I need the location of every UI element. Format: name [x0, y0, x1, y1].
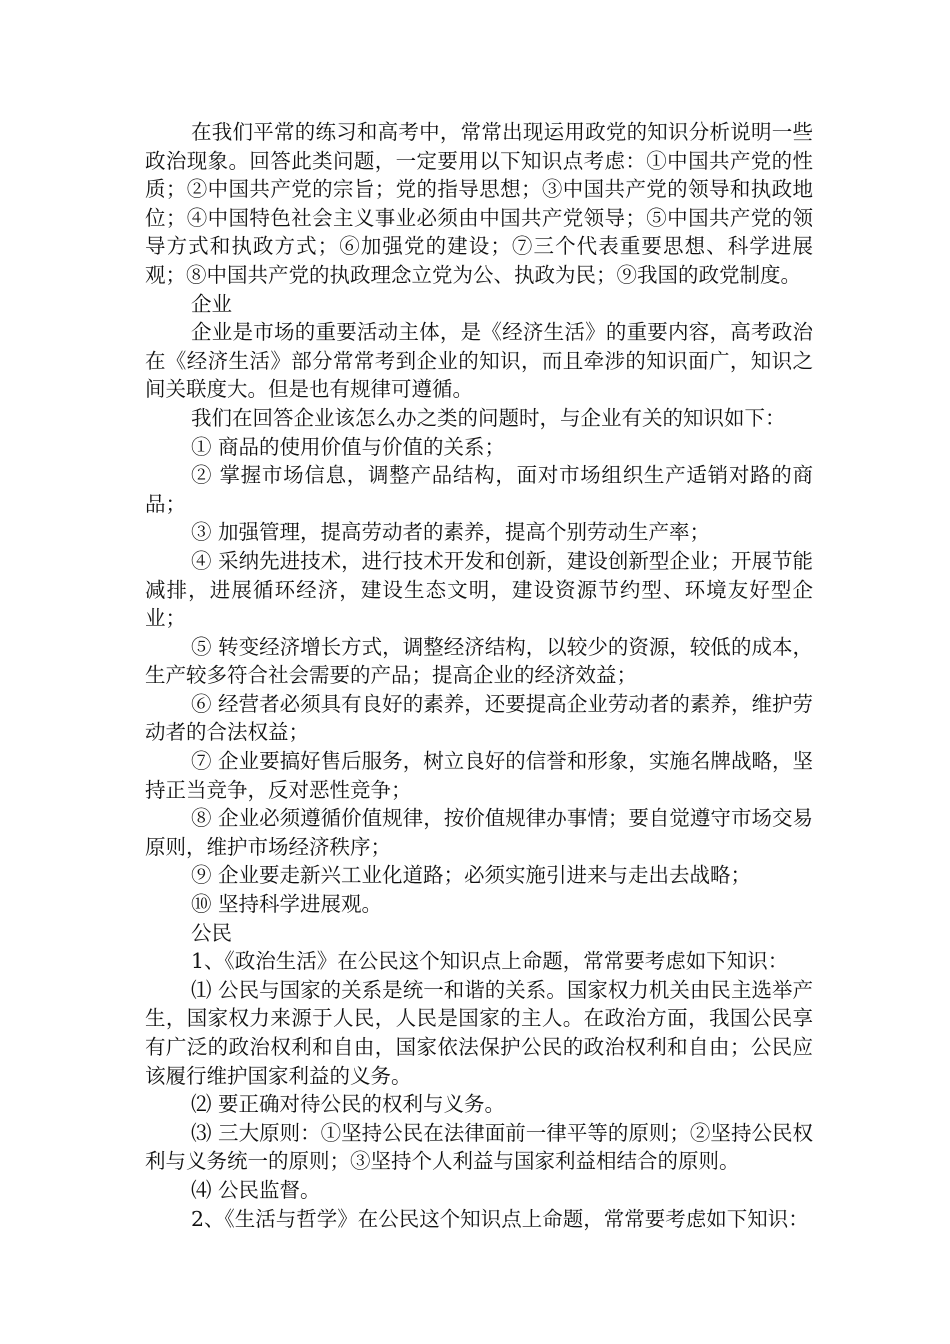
- citizen-political-life-lead: 1、《政治生活》在公民这个知识点上命题，常常要考虑如下知识：: [191, 949, 789, 974]
- citizen-point-1: ⑴ 公民与国家的关系是统一和谐的关系。国家权力机关由民主选举产生，国家权力来源于人民，人民是国家的主人。在政治方面，我国公民享有广泛的政治权利和自由，国家依法保护公民的政治权利和自由；公民应该履行维护国家利益的义务。: [145, 977, 813, 1088]
- citizen-philosophy-lead: 2、《生活与哲学》在公民这个知识点上命题，常常要考虑如下知识：: [191, 1206, 809, 1231]
- enterprise-knowledge-lead: 我们在回答企业该怎么办之类的问题时，与企业有关的知识如下：: [191, 405, 786, 430]
- intro-paragraph: 在我们平常的练习和高考中，常常出现运用政党的知识分析说明一些政治现象。回答此类问题，一定要用以下知识点考虑：①中国共产党的性质；②中国共产党的宗旨；党的指导思想；③中国共产党的领导和执政地位；④中国特色社会主义事业必须由中国共产党领导；⑤中国共产党的领导方式和执政方式；⑥加强党的建设；⑦三个代表重要思想、科学进展观；⑧中国共产党的执政理念立党为公、执政为民；⑨我国的政党制度。: [145, 120, 813, 287]
- enterprise-point-10: ⑩ 坚持科学进展观。: [191, 892, 383, 917]
- enterprise-point-9: ⑨ 企业要走新兴工业化道路；必须实施引进来与走出去战略；: [191, 863, 752, 888]
- citizen-point-2: ⑵ 要正确对待公民的权利与义务。: [191, 1092, 506, 1117]
- enterprise-intro-paragraph: 企业是市场的重要活动主体，是《经济生活》的重要内容，高考政治在《经济生活》部分常常考到企业的知识，而且牵涉的知识面广，知识之间关联度大。但是也有规律可遵循。: [145, 320, 813, 402]
- enterprise-point-5: ⑤ 转变经济增长方式，调整经济结构，以较少的资源，较低的成本，生产较多符合社会需要的产品；提高企业的经济效益；: [145, 634, 813, 688]
- enterprise-point-4: ④ 采纳先进技术，进行技术开发和创新，建设创新型企业；开展节能减排，进展循环经济，建设生态文明，建设资源节约型、环境友好型企业；: [145, 548, 813, 631]
- section-heading-citizen: 公民: [191, 920, 232, 945]
- enterprise-point-8: ⑧ 企业必须遵循价值规律，按价值规律办事情；要自觉遵守市场交易原则，维护市场经济秩序；: [145, 806, 813, 859]
- enterprise-point-7: ⑦ 企业要搞好售后服务，树立良好的信誉和形象，实施名牌战略，坚持正当竞争，反对恶性竞争；: [145, 749, 813, 802]
- document-body: [145, 118, 813, 1233]
- enterprise-point-3: ③ 加强管理，提高劳动者的素养，提高个别劳动生产率；: [191, 520, 711, 545]
- citizen-point-4: ⑷ 公民监督。: [191, 1177, 321, 1202]
- section-heading-enterprise: 企业: [191, 291, 232, 316]
- enterprise-point-2: ② 掌握市场信息，调整产品结构，面对市场组织生产适销对路的商品；: [145, 463, 813, 516]
- citizen-point-3: ⑶ 三大原则：①坚持公民在法律面前一律平等的原则；②坚持公民权利与义务统一的原则；③坚持个人利益与国家利益相结合的原则。: [145, 1120, 813, 1174]
- enterprise-point-6: ⑥ 经营者必须具有良好的素养，还要提高企业劳动者的素养，维护劳动者的合法权益；: [145, 691, 813, 745]
- enterprise-point-1: ① 商品的使用价值与价值的关系；: [191, 434, 506, 459]
